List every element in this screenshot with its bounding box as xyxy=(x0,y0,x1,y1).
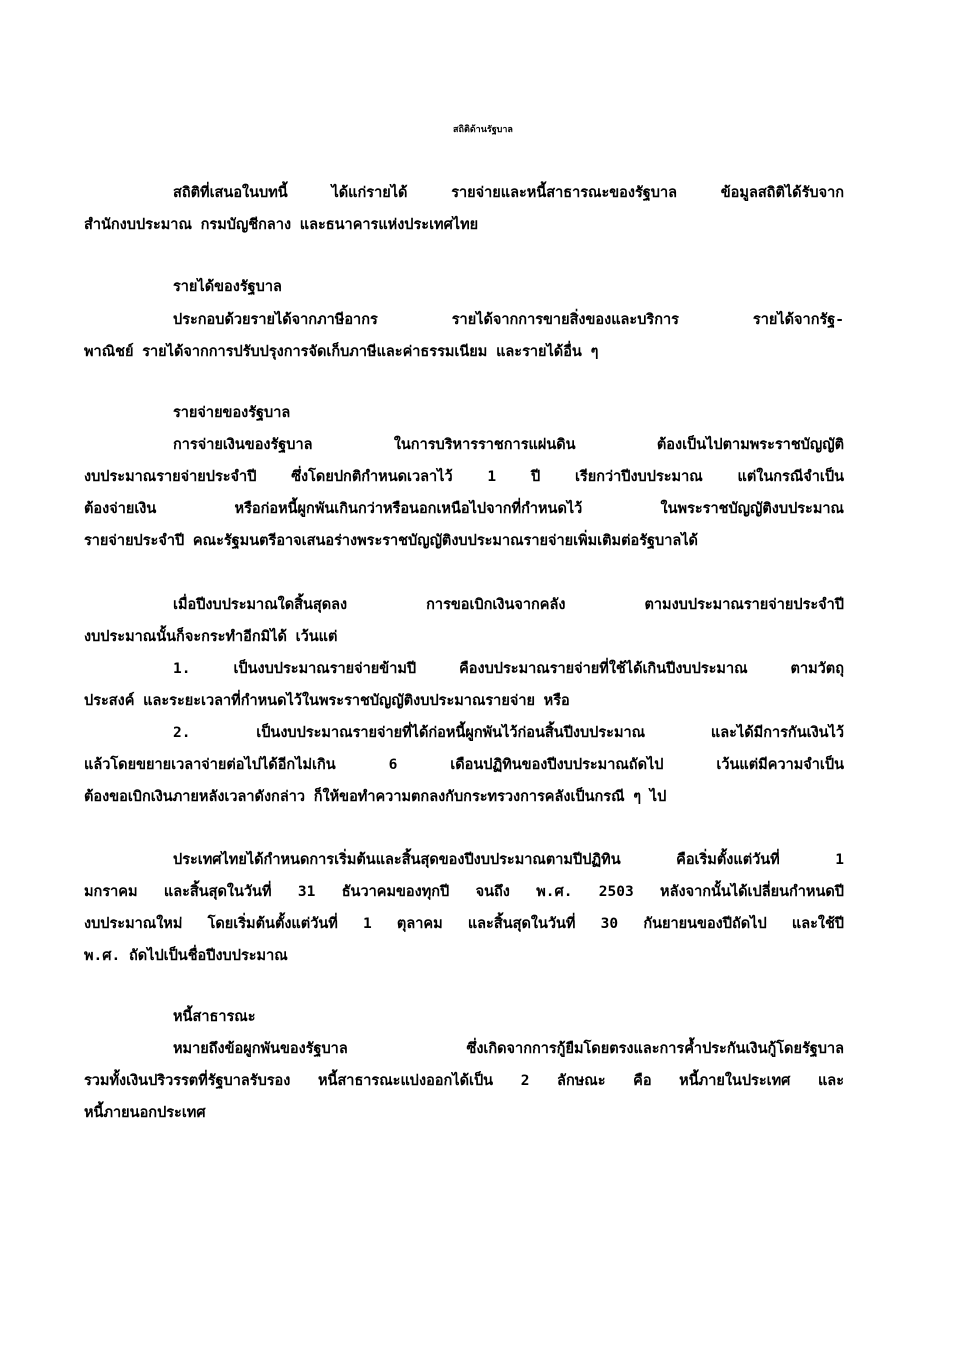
fiscal-year-line-1: ประเทศไทยได้กำหนดการเริ่มต้นและสิ้นสุดของปีงบประมาณตามปีปฏิทิน คือเริ่มตั้งแต่วันที่ 1 xyxy=(173,852,844,868)
expenditure-line-1: การจ่ายเงินของรัฐบาล ในการบริหารราชการแผ่นดิน ต้องเป็นไปตามพระราชบัญญัติ xyxy=(173,437,844,453)
fiscal-end-item2-line-3: ต้องขอเบิกเงินภายหลังเวลาดังกล่าว ก็ให้ขอทำความตกลงกับกระทรวงการคลังเป็นกรณี ๆ ไป xyxy=(84,789,667,805)
revenue-heading: รายได้ของรัฐบาล xyxy=(173,279,282,295)
fiscal-end-item2-line-2: แล้วโดยขยายเวลาจ่ายต่อไปได้อีกไม่เกิน 6 เดือนปฏิทินของปีงบประมาณถัดไป เว้นแต่มีความจำเป็น xyxy=(84,757,844,773)
page-title: สถิติด้านรัฐบาล xyxy=(453,125,513,135)
fiscal-year-line-4: พ.ศ. ถัดไปเป็นชื่อปีงบประมาณ xyxy=(84,948,288,964)
fiscal-end-item2-line-1: 2. เป็นงบประมาณรายจ่ายที่ได้ก่อหนี้ผูกพันไว้ก่อนสิ้นปีงบประมาณ และได้มีการกันเงินไว้ xyxy=(173,725,844,741)
expenditure-line-4: รายจ่ายประจำปี คณะรัฐมนตรีอาจเสนอร่างพระราชบัญญัติงบประมาณรายจ่ายเพิ่มเติมต่อรัฐบาลได้ xyxy=(84,533,698,549)
fiscal-end-item1-line-2: ประสงค์ และระยะเวลาที่กำหนดไว้ในพระราชบัญญัติงบประมาณรายจ่าย หรือ xyxy=(84,693,570,709)
expenditure-heading: รายจ่ายของรัฐบาล xyxy=(173,405,291,421)
public-debt-line-2: รวมทั้งเงินปริวรรตที่รัฐบาลรับรอง หนี้สาธารณะแบ่งออกได้เป็น 2 ลักษณะ คือ หนี้ภายในประเทศ และ xyxy=(84,1073,844,1089)
public-debt-line-1: หมายถึงข้อผูกพันของรัฐบาล ซึ่งเกิดจากการกู้ยืมโดยตรงและการค้ำประกันเงินกู้โดยรัฐบาล xyxy=(173,1041,844,1057)
fiscal-year-line-3: งบประมาณใหม่ โดยเริ่มต้นตั้งแต่วันที่ 1 ตุลาคม และสิ้นสุดในวันที่ 30 กันยายนของปีถัดไป และใช้ปี xyxy=(84,916,844,932)
fiscal-end-item1-line-1: 1. เป็นงบประมาณรายจ่ายข้ามปี คืองบประมาณรายจ่ายที่ใช้ได้เกินปีงบประมาณ ตามวัตถุ xyxy=(173,661,844,677)
expenditure-line-2: งบประมาณรายจ่ายประจำปี ซึ่งโดยปกติกำหนดเวลาไว้ 1 ปี เรียกว่าปีงบประมาณ แต่ในกรณีจำเป็น xyxy=(84,469,844,485)
fiscal-end-line-2: งบประมาณนั้นก็จะกระทำอีกมิได้ เว้นแต่ xyxy=(84,629,338,645)
public-debt-line-3: หนี้ภายนอกประเทศ xyxy=(84,1105,206,1121)
intro-line-2: สำนักงบประมาณ กรมบัญชีกลาง และธนาคารแห่งประเทศไทย xyxy=(84,217,479,233)
intro-line-1: สถิติที่เสนอในบทนี้ ได้แก่รายได้ รายจ่ายและหนี้สาธารณะของรัฐบาล ข้อมูลสถิติได้รับจาก xyxy=(173,185,844,201)
fiscal-end-line-1: เมื่อปีงบประมาณใดสิ้นสุดลง การขอเบิกเงินจากคลัง ตามงบประมาณรายจ่ายประจำปี xyxy=(173,597,844,613)
revenue-line-2: พาณิชย์ รายได้จากการปรับปรุงการจัดเก็บภาษีและค่าธรรมเนียม และรายได้อื่น ๆ xyxy=(84,344,599,360)
expenditure-line-3: ต้องจ่ายเงิน หรือก่อหนี้ผูกพันเกินกว่าหรือนอกเหนือไปจากที่กำหนดไว้ ในพระราชบัญญัติงบประมาณ xyxy=(84,501,844,517)
public-debt-heading: หนี้สาธารณะ xyxy=(173,1009,256,1025)
revenue-line-1: ประกอบด้วยรายได้จากภาษีอากร รายได้จากการขายสิ่งของและบริการ รายได้จากรัฐ- xyxy=(173,312,844,328)
fiscal-year-line-2: มกราคม และสิ้นสุดในวันที่ 31 ธันวาคมของทุกปี จนถึง พ.ศ. 2503 หลังจากนั้นได้เปลี่ยนกำหนดปี xyxy=(84,884,844,900)
